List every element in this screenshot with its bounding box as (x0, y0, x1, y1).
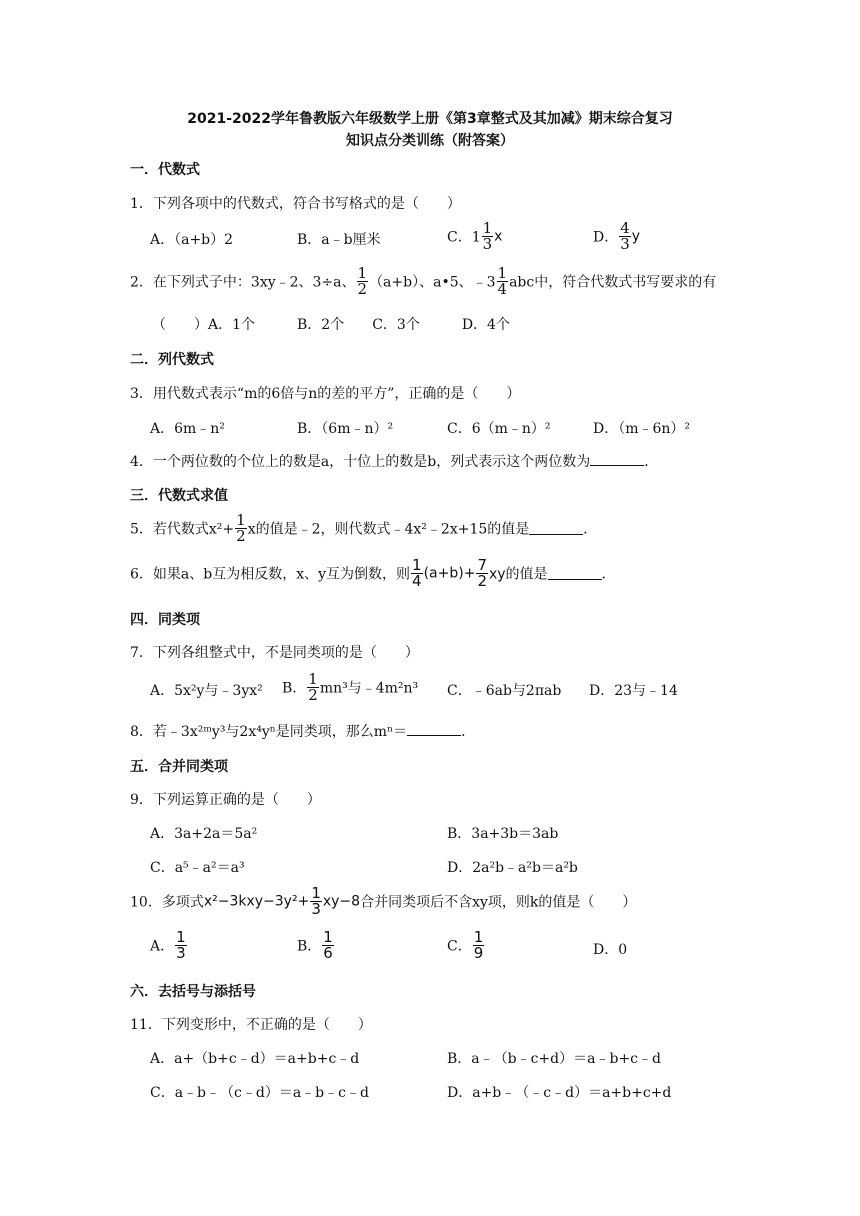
q1-option-a: A．（a+b）2 (150, 232, 234, 248)
q3-option-a: A．6m﹣n² (150, 421, 225, 437)
question-10-stem: 10．多项式x²−3kxy−3y²+ $\frac{1}{3}$ xy−8合并同类项后不含xy项，则k的值是（ ） (130, 884, 637, 918)
question-7-stem: 7．下列各组整式中，不是同类项的是（ ） (130, 645, 419, 661)
section-heading: 五．合并同类项 (130, 759, 228, 775)
q1-option-b: B．a﹣b厘米 (297, 232, 381, 248)
q3-option-c: C．6（m﹣n）² (447, 421, 551, 437)
question-6: 6．如果a、b互为相反数，x、y互为倒数，则 $\frac{1}{4}$ (a+b)+ $\frac{7}{2}$ xy的值是 ． (130, 556, 616, 590)
q11-option-d: D．a+b﹣（﹣c﹣d）＝a+b+c+d (447, 1085, 672, 1101)
doc-title-line2: 知识点分类训练（附答案） (346, 133, 514, 149)
q11-option-a: A．a+（b+c﹣d）＝a+b+c﹣d (150, 1051, 360, 1067)
question-3-stem: 3．用代数式表示“m的6倍与n的差的平方”，正确的是（ ） (130, 386, 521, 402)
section-heading: 三．代数式求值 (130, 488, 228, 504)
q9-option-a: A．3a+2a＝5a² (150, 826, 258, 842)
answer-blank (548, 567, 602, 580)
q7-option-c: C．﹣6ab与2πab (447, 683, 562, 699)
answer-blank (529, 522, 583, 535)
q10-option-a: A． $\frac{1}{3}$ (150, 928, 186, 962)
q3-option-b: B．（6m﹣n）² (297, 421, 394, 437)
q9-option-c: C．a⁵﹣a²＝a³ (150, 860, 245, 876)
section-heading: 四．同类项 (130, 612, 200, 628)
question-4: 4．一个两位数的个位上的数是a，十位上的数是b，列式表示这个两位数为 ． (130, 454, 659, 470)
question-8: 8．若﹣3x²ᵐy³与2x⁴yⁿ是同类项，那么mⁿ＝ ． (130, 724, 476, 740)
section-heading: 六．去括号与添括号 (130, 984, 256, 1000)
question-5: 5．若代数式x²+ $\frac{1}{2}$ x的值是﹣2，则代数式﹣4x²﹣2x+15的值是 ． (130, 511, 598, 545)
q1-option-c: C．1 $\frac{1}{3}$ x (447, 219, 503, 253)
doc-title-line1: 2021-2022学年鲁教版六年级数学上册《第3章整式及其加减》期末综合复习 (187, 111, 673, 127)
question-2-options: （ ）A．1个 B．2个 C．3个 D．4个 (152, 317, 510, 333)
q9-option-b: B．3a+3b＝3ab (447, 826, 559, 842)
answer-blank (407, 723, 461, 736)
q7-option-d: D．23与﹣14 (589, 683, 678, 699)
q10-option-c: C． $\frac{1}{9}$ (447, 928, 484, 962)
answer-blank (590, 453, 644, 466)
question-11-stem: 11．下列变形中，不正确的是（ ） (130, 1017, 372, 1033)
q1-option-d: D． $\frac{4}{3}$ y (593, 219, 641, 253)
q7-option-b: B． $\frac{1}{2}$ mn³与﹣4m²n³ (282, 670, 419, 704)
q10-option-b: B． $\frac{1}{6}$ (297, 928, 333, 962)
q7-option-a: A．5x²y与﹣3yx² (150, 683, 263, 699)
q11-option-c: C．a﹣b﹣（c﹣d）＝a﹣b﹣c﹣d (150, 1085, 369, 1101)
question-9-stem: 9．下列运算正确的是（ ） (130, 792, 321, 808)
question-2-stem: 2．在下列式子中：3xy﹣2、3÷a、 $\frac{1}{2}$ （a+b）、a•5、﹣3 $\frac{1}{4}$ abc中，符合代数式书写要求的有 (130, 264, 717, 298)
section-heading: 二．列代数式 (130, 352, 214, 368)
q10-option-d: D．0 (593, 942, 628, 958)
section-heading: 一．代数式 (130, 162, 200, 178)
q3-option-d: D．（m﹣6n）² (593, 421, 691, 437)
question-1-stem: 1．下列各项中的代数式，符合书写格式的是（ ） (130, 196, 461, 212)
q11-option-b: B．a﹣（b﹣c+d）＝a﹣b+c﹣d (447, 1051, 661, 1067)
q9-option-d: D．2a²b﹣a²b＝a²b (447, 860, 578, 876)
